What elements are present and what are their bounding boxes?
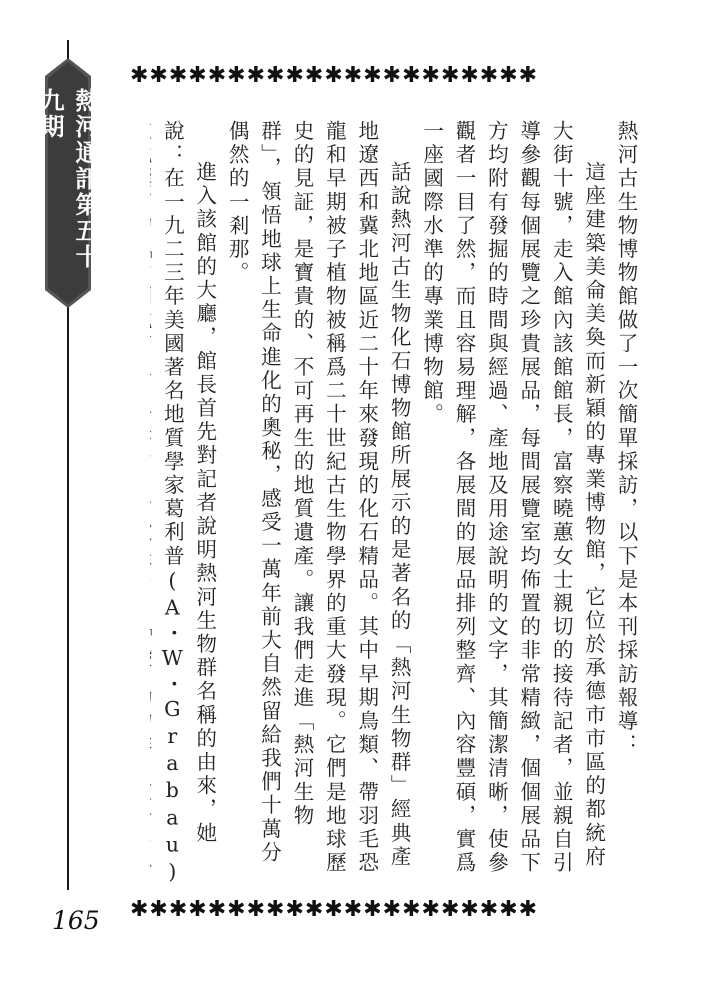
star-border-top: ✱✱✱✱✱✱✱✱✱✱✱✱✱✱✱✱✱✱✱✱✱ <box>130 64 539 88</box>
paragraph-3: 話說熱河古生物化石博物館所展示的是著名的「熱河生物群」經典產地遼西和冀北地區近二十年來發現的化石精品。其中早期鳥類、帶羽毛恐龍和早期被子植物被稱爲二十世紀古生物學界的重大發現。它們是地球歷史的見証，是寶貴的、不可再生的地質遺產。讓我們走進「熱河生物群」，領悟地球上生命進化的奧秘，感受一萬年前大自然留給我們十萬分偶然的一剎那。 <box>225 120 412 876</box>
paragraph-1: 熱河古生物博物館做了一次簡單採訪，以下是本刊採訪報導： <box>614 120 638 758</box>
paragraph-4: 進入該館的大廳，館長首先對記者說明熱河生物群名稱的由來，她說：在一九二三年美國著名地質學家葛利普(A・W・Grabau) <box>160 120 217 887</box>
article-body <box>150 120 642 888</box>
journal-title: 熱河通訊第五十九期 <box>36 88 100 270</box>
page-number: 165 <box>52 906 100 935</box>
star-border-bottom: ✱✱✱✱✱✱✱✱✱✱✱✱✱✱✱✱✱✱✱✱✱ <box>130 898 539 922</box>
side-dashed-rule <box>67 318 69 890</box>
paragraph-2: 這座建築美侖美奐而新穎的專業博物館，它位於承德市市區的都統府大街十號，走入館內該館館長，富察曉蕙女士親切的接待記者，並親自引導參觀每個展覽之珍貴展品，每間展覽室均佈置的非常精緻，個個展品下方均附有發掘的時間與經過、產地及用途說明的文字，其簡潔清晰，使參觀者一目了然，而且容易理解，各展間的展品排列整齊、內容豐碩，實爲一座國際水準的專業博物館。 <box>419 120 606 876</box>
